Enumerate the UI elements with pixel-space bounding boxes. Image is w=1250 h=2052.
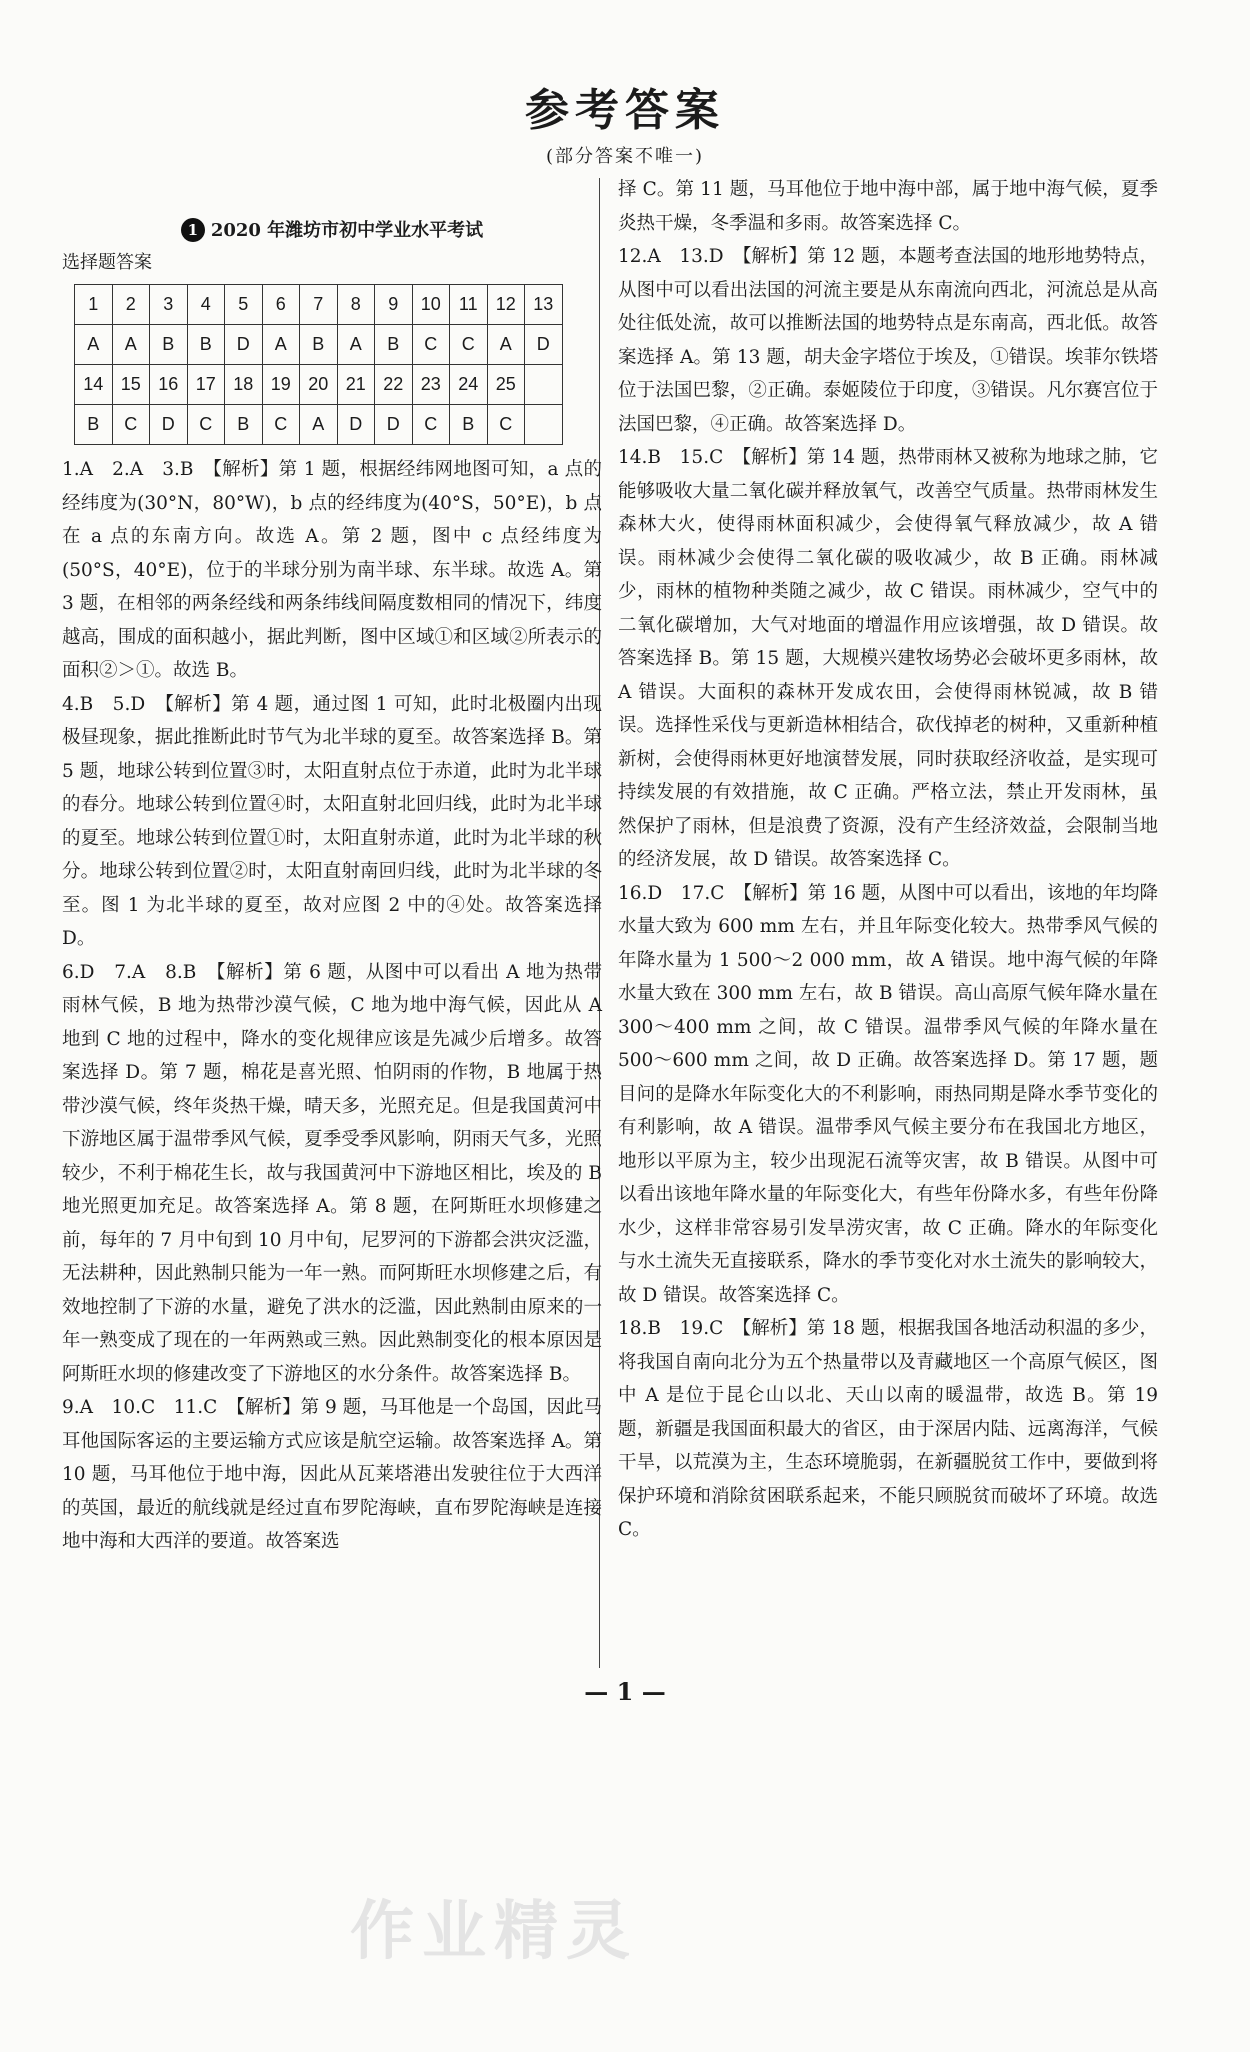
table-cell: B bbox=[187, 325, 225, 365]
table-cell: 17 bbox=[187, 365, 225, 405]
answer-paragraph: 1.A 2.A 3.B 【解析】第 1 题，根据经纬网地图可知，a 点的经纬度为(30°N，80°W)，b 点的经纬度为(40°S，50°E)，b 点在 a 点的东南方向。故选 A。第 2 题，图中 c 点经纬度为(50°S，40°E)，位于的半球分别为南半球、东半球。故选 A。第 3 题，在相邻的两条经线和两条纬线间隔度数相同的情况下，纬度越高，围成的面积越小，据此判断，图中区域①和区域②所表示的面积②＞①。故选 B。 bbox=[62, 459, 602, 681]
page-subtitle: (部分答案不唯一) bbox=[545, 146, 705, 167]
table-cell: D bbox=[225, 325, 263, 365]
page-number: — 1 — bbox=[584, 1677, 666, 1706]
table-cell: C bbox=[412, 325, 450, 365]
table-cell: 23 bbox=[412, 365, 450, 405]
table-cell: A bbox=[75, 325, 113, 365]
table-cell: 12 bbox=[487, 285, 525, 325]
table-cell: B bbox=[75, 405, 113, 445]
answer-paragraph: 4.B 5.D 【解析】第 4 题，通过图 1 可知，此时北极圈内出现极昼现象，据此推断此时节气为北半球的夏至。故答案选择 B。第 5 题，地球公转到位置③时，太阳直射点位于赤道，此时为北半球的春分。地球公转到位置④时，太阳直射北回归线，此时为北半球的夏至。地球公转到位置①时，太阳直射赤道，此时为北半球的秋分。地球公转到位置②时，太阳直射南回归线，此时为北半球的冬至。图 1 为北半球的夏至，故对应图 2 中的④处。故答案选择 D。 bbox=[62, 693, 602, 949]
table-cell: D bbox=[337, 405, 375, 445]
answer-paragraph: 12.A 13.D 【解析】第 12 题，本题考查法国的地形地势特点，从图中可以看出法国的河流主要是从东南流向西北，河流总是从高处往低处流，故可以推断法国的地势特点是东南高，西北低。故答案选择 A。第 13 题，胡夫金字塔位于埃及，①错误。埃菲尔铁塔位于法国巴黎，②正确。泰姬陵位于印度，③错误。凡尔赛宫位于法国巴黎，④正确。故答案选择 D。 bbox=[618, 246, 1158, 435]
table-cell: C bbox=[112, 405, 150, 445]
table-cell: 7 bbox=[300, 285, 338, 325]
table-cell: 14 bbox=[75, 365, 113, 405]
table-cell: 21 bbox=[337, 365, 375, 405]
right-column bbox=[618, 173, 1158, 1547]
table-cell: A bbox=[262, 325, 300, 365]
table-row bbox=[75, 325, 563, 365]
answer-paragraph: 14.B 15.C 【解析】第 14 题，热带雨林又被称为地球之肺，它能够吸收大量二氧化碳并释放氧气，改善空气质量。热带雨林发生森林大火，使得雨林面积减少，会使得氧气释放减少，故 A 错误。雨林减少会使得二氧化碳的吸收减少，故 B 正确。雨林减少，雨林的植物种类随之减少，故 C 错误。雨林减少，空气中的二氧化碳增加，大气对地面的增温作用应该增强，故 D 错误。故答案选择 B。第 15 题，大规模兴建牧场势必会破坏更多雨林，故 A 错误。大面积的森林开发成农田，会使得雨林锐减，故 B 错误。选择性采伐与更新造林相结合，砍伐掉老的树种，又重新种植新树，会使得雨林更好地演替发展，同时获取经济收益，是实现可持续发展的有效措施，故 C 正确。严格立法，禁止开发雨林，虽然保护了雨林，但是浪费了资源，没有产生经济效益，会限制当地的经济发展，故 D 错误。故答案选择 C。 bbox=[618, 447, 1158, 870]
table-cell: 13 bbox=[525, 285, 563, 325]
table-cell: 8 bbox=[337, 285, 375, 325]
table-cell: 19 bbox=[262, 365, 300, 405]
table-cell: B bbox=[150, 325, 188, 365]
answer-paragraph: 择 C。第 11 题，马耳他位于地中海中部，属于地中海气候，夏季炎热干燥，冬季温和多雨。故答案选择 C。 bbox=[618, 179, 1158, 234]
table-cell: A bbox=[337, 325, 375, 365]
table-cell: B bbox=[450, 405, 488, 445]
table-cell: C bbox=[450, 325, 488, 365]
table-cell: A bbox=[487, 325, 525, 365]
table-cell: 22 bbox=[375, 365, 413, 405]
table-cell: 10 bbox=[412, 285, 450, 325]
table-cell: 20 bbox=[300, 365, 338, 405]
table-row bbox=[75, 285, 563, 325]
table-cell: 18 bbox=[225, 365, 263, 405]
answer-paragraph: 16.D 17.C 【解析】第 16 题，从图中可以看出，该地的年均降水量大致为 600 mm 左右，并且年际变化较大。热带季风气候的年降水量为 1 500～2 000 mm，故 A 错误。地中海气候的年降水量大致在 300 mm 左右，故 B 错误。高山高原气候年降水量在 300～400 mm 之间，故 C 错误。温带季风气候的年降水量在 500～600 mm 之间，故 D 正确。故答案选择 D。第 17 题，题目问的是降水年际变化大的不利影响，雨热同期是降水季节变化的有利影响，故 A 错误。温带季风气候主要分布在我国北方地区，地形以平原为主，较少出现泥石流等灾害，故 B 错误。从图中可以看出该地年降水量的年际变化大，有些年份降水多，有些年份降水少，这样非常容易引发旱涝灾害，故 C 正确。降水的年际变化与水土流失无直接联系，降水的季节变化对水土流失的影响较大，故 D 错误。故答案选择 C。 bbox=[618, 882, 1158, 1306]
table-cell: 16 bbox=[150, 365, 188, 405]
table-cell: D bbox=[525, 325, 563, 365]
table-cell: C bbox=[187, 405, 225, 445]
table-cell: 4 bbox=[187, 285, 225, 325]
table-cell: D bbox=[150, 405, 188, 445]
table-cell bbox=[525, 365, 563, 405]
table-cell: D bbox=[375, 405, 413, 445]
section-title bbox=[62, 216, 602, 246]
left-column bbox=[62, 170, 602, 1559]
table-cell: B bbox=[375, 325, 413, 365]
table-cell: C bbox=[487, 405, 525, 445]
table-cell: 6 bbox=[262, 285, 300, 325]
table-cell: 15 bbox=[112, 365, 150, 405]
page-title: 参考答案 bbox=[525, 85, 725, 136]
table-row bbox=[75, 365, 563, 405]
table-row bbox=[75, 405, 563, 445]
answer-paragraph: 9.A 10.C 11.C 【解析】第 9 题，马耳他是一个岛国，因此马耳他国际客运的主要运输方式应该是航空运输。故答案选择 A。第 10 题，马耳他位于地中海，因此从瓦莱塔港出发驶往位于大西洋的英国，最近的航线就是经过直布罗陀海峡，直布罗陀海峡是连接地中海和大西洋的要道。故答案选 bbox=[62, 1397, 602, 1552]
table-cell: 1 bbox=[75, 285, 113, 325]
table-cell: A bbox=[112, 325, 150, 365]
table-cell: 5 bbox=[225, 285, 263, 325]
section-number-badge: 1 bbox=[181, 218, 205, 242]
answer-paragraph: 18.B 19.C 【解析】第 18 题，根据我国各地活动积温的多少，将我国自南向北分为五个热量带以及青藏地区一个高原气候区，图中 A 是位于昆仑山以北、天山以南的暖温带，故选 B。第 19 题，新疆是我国面积最大的省区，由于深居内陆、远离海洋，气候干旱，以荒漠为主，生态环境脆弱，在新疆脱贫工作中，要做到将保护环境和消除贫困联系起来，不能只顾脱贫而破坏了环境。故选 C。 bbox=[618, 1318, 1158, 1540]
answer-table bbox=[74, 284, 563, 445]
table-cell: B bbox=[300, 325, 338, 365]
table-cell: B bbox=[225, 405, 263, 445]
table-cell: C bbox=[262, 405, 300, 445]
section-title-text: 2020 年潍坊市初中学业水平考试 bbox=[210, 220, 484, 241]
table-cell: C bbox=[412, 405, 450, 445]
table-label: 选择题答案 bbox=[62, 252, 152, 273]
table-cell: 3 bbox=[150, 285, 188, 325]
table-cell: A bbox=[300, 405, 338, 445]
table-cell: 25 bbox=[487, 365, 525, 405]
watermark: 作业精灵 bbox=[350, 1895, 638, 1969]
table-cell: 2 bbox=[112, 285, 150, 325]
answer-paragraph: 6.D 7.A 8.B 【解析】第 6 题，从图中可以看出 A 地为热带雨林气候，B 地为热带沙漠气候，C 地为地中海气候，因此从 A 地到 C 地的过程中，降水的变化规律应该是先减少后增多。故答案选择 D。第 7 题，棉花是喜光照、怕阴雨的作物，B 地属于热带沙漠气候，终年炎热干燥，晴天多，光照充足。但是我国黄河中下游地区属于温带季风气候，夏季受季风影响，阴雨天气多，光照较少，不利于棉花生长，故与我国黄河中下游地区相比，埃及的 B 地光照更加充足。故答案选择 A。第 8 题，在阿斯旺水坝修建之前，每年的 7 月中旬到 10 月中旬，尼罗河的下游都会洪灾泛滥，无法耕种，因此熟制只能为一年一熟。而阿斯旺水坝修建之后，有效地控制了下游的水量，避免了洪水的泛滥，因此熟制由原来的一年一熟变成了现在的一年两熟或三熟。因此熟制变化的根本原因是阿斯旺水坝的修建改变了下游地区的水分条件。故答案选择 B。 bbox=[62, 961, 602, 1385]
table-cell: 24 bbox=[450, 365, 488, 405]
table-cell: 11 bbox=[450, 285, 488, 325]
table-cell bbox=[525, 405, 563, 445]
table-cell: 9 bbox=[375, 285, 413, 325]
